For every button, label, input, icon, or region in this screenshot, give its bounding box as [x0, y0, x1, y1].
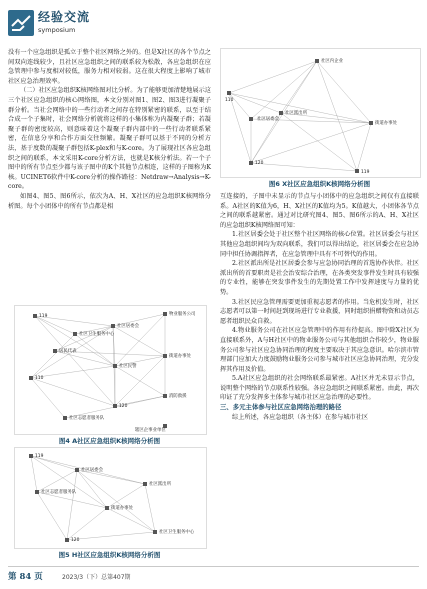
graph-node	[53, 349, 57, 353]
node-label: 街道办事处	[111, 506, 133, 511]
graph-node	[75, 468, 79, 472]
journal-header	[8, 8, 148, 42]
figure-5	[14, 447, 207, 549]
graph-node	[29, 454, 33, 458]
node-label: 社区派出所	[149, 482, 171, 487]
node-label: 社区卫生服务中心	[159, 530, 195, 535]
right-column	[220, 192, 419, 422]
figure-4	[14, 305, 207, 435]
section-title: 经验交流	[38, 10, 91, 24]
graph-node	[113, 364, 117, 368]
issue-info: 2023/3（下）总第407期	[62, 574, 131, 581]
paragraph: 没有一个应急组织是孤立于整个社区网络之外的。但是X社区的各个节点之间双向连线较少，且社区应急组织之间的联系较为松散，各应急组织在应急管理中参与度相对较低，服务力相对较弱。这在很大程度上影响了城市社区应急治理效率。	[8, 49, 211, 85]
node-label: 120	[71, 538, 80, 543]
graph-node	[33, 314, 37, 318]
node-label: 居民代表	[59, 349, 77, 354]
node-label: 街道办事处	[375, 121, 397, 126]
graph-node	[143, 482, 147, 486]
figure-5-caption: 图5 H社区应急组织K核网络分析图	[58, 551, 161, 559]
graph-node	[113, 404, 117, 408]
graph-node	[249, 161, 253, 165]
graph-node	[153, 530, 157, 534]
node-label: 110	[35, 376, 44, 381]
section-subtitle: symposium	[38, 26, 76, 34]
graph-node	[65, 538, 69, 542]
paragraph: 3.社区民应急管理需要更加重视志愿者的作用。当危机发生时，社区志愿者可以第一时间赶到现场进行专业救援，同时组织捐赠物资和动员志愿者组织民众自救。	[220, 298, 419, 325]
node-label: 社区志愿者服务队	[69, 416, 105, 421]
graph-node	[279, 111, 283, 115]
node-label: 119	[361, 170, 370, 175]
paragraph: 综上所述，各应急组织（各主体）在参与城市社区	[232, 413, 369, 421]
paragraph: 1.社区居委会处于社区整个社区网络的核心位置。社区居委会与社区其他应急组织间均为双向联系，我们可以得出结论，社区居委会在应急协同中担任协调指挥者，在应急管理中具有不可替代的作用。	[220, 231, 419, 258]
graph-node	[29, 376, 33, 380]
page-footer	[8, 566, 419, 583]
graph-node	[105, 506, 109, 510]
graph-node	[227, 91, 231, 95]
graph-node	[163, 354, 167, 358]
figure-6-caption: 图6 X社区应急组织K核网络分析图	[268, 180, 371, 188]
journal-logo-icon	[8, 10, 34, 36]
paragraph: 5.A社区应急组织的社会网络联系最紧密。A社区并无未显示节点，说明整个网络的节点联系性较强。各应急组织之间联系紧密。由此，再次印证了充分发挥多主体参与城市社区应急治理的必要性。	[220, 375, 419, 402]
node-label: 社区居委会	[257, 117, 279, 122]
node-label: 社区卫生服务中心	[79, 332, 115, 337]
section-heading: 三、多元主体参与社区应急网络治理的路径	[220, 403, 342, 412]
graph-node	[163, 312, 167, 316]
graph-node	[73, 332, 77, 336]
paragraph: 2.社区派出所是社区居委会参与应急协同治理的首选协作伙伴。社区派出所的首要职责是社会治安综合治理，在各类突发事件发生时具有较强的专业性，能够在突发事件发生的先期处置工作中发挥速度与力量的优势。	[220, 260, 419, 296]
network-graph-x	[221, 49, 420, 177]
node-label: 社区居委会	[117, 324, 139, 329]
graph-node	[111, 324, 115, 328]
left-column-top	[8, 48, 211, 211]
graph-node	[315, 59, 319, 63]
node-label: 社区派出所	[285, 111, 307, 116]
paragraph: 如图4、图5、图6所示，依次为A、H、X社区的应急组织K核网络分析图。每个小团体中的所有节点都是相	[8, 192, 211, 210]
page-number: 第 84 页	[8, 572, 43, 582]
graph-node	[63, 416, 67, 420]
node-label: 社区志愿者服务队	[41, 490, 77, 495]
node-label: 社区民警	[119, 364, 137, 369]
node-label: 辖区企事业单位	[135, 428, 166, 433]
node-label: 119	[39, 314, 48, 319]
graph-node	[369, 121, 373, 125]
network-graph-h	[15, 448, 206, 548]
node-label: 社区居委会	[81, 468, 103, 473]
figure-6	[220, 48, 421, 178]
paragraph: 4.物业服务公司在社区应急管理中的作用有待提高。图中除X社区为直接联系外，A与H社区中的物业服务公司与其他组织合作较少，物业服务公司参与社区应急协同治理的程度主要取决于其应急意识。哈尔滨市管理部门应加大力度鼓励物业服务公司参与城市社区应急协同治理，充分发挥其作用及价值。	[220, 327, 419, 373]
network-graph-a	[15, 306, 206, 434]
figure-4-caption: 图4 A社区应急组织K核网络分析图	[58, 437, 161, 445]
paragraph: （二）社区应急组织K核网络图对比分析。为了能够更加清楚地展示这三个社区应急组织的核心网络图，本文分别对图1、图2、图3进行凝聚子群分析。当社会网络中的一些行动者之间存在特别紧密的联系，以至于结合成一个子集时，社会网络分析就将这样的小集体称为内凝聚子群；若凝聚子群的密度较高，则意味着这个凝聚子群内部中的一些行动者联系紧密，在信息分享和合作方面交往频繁。凝聚子群可以基于不同的分析方法，基于度数的凝聚子群包括K-plex和与K-core。为了展现社区各应急组织之间的联系，本文采用K-core分析方法，也就是K核分析法。若一个子图中的所有节点至少都与该子图中的K个其他节点相连，这样的子图称为K核。UCINET6软件中K-core分析的操作路径：Netdraw→Analysis→K-core。	[8, 87, 211, 191]
node-label: 社区内企业	[321, 59, 343, 64]
node-label: 消防救援	[169, 394, 187, 399]
paragraph: 互连接的，子图中未显示的节点与小团体中的应急组织之间仅有直接联系。A社区的K值为6，H、X社区的K值均为5。K值越大，小团体各节点之间的联系越紧密。通过对比研究图4、图5、图6所示的A、H、X社区的应急组织K核网络图可知：	[220, 193, 419, 229]
graph-node	[249, 117, 253, 121]
node-label: 120	[119, 404, 128, 409]
graph-node	[35, 490, 39, 494]
node-label: 物业服务公司	[169, 312, 196, 317]
graph-node	[163, 394, 167, 398]
graph-node	[355, 169, 359, 173]
node-label: 110	[225, 98, 234, 103]
node-label: 街道办事处	[169, 354, 191, 359]
node-label: 119	[35, 454, 44, 459]
node-label: 120	[255, 161, 264, 166]
